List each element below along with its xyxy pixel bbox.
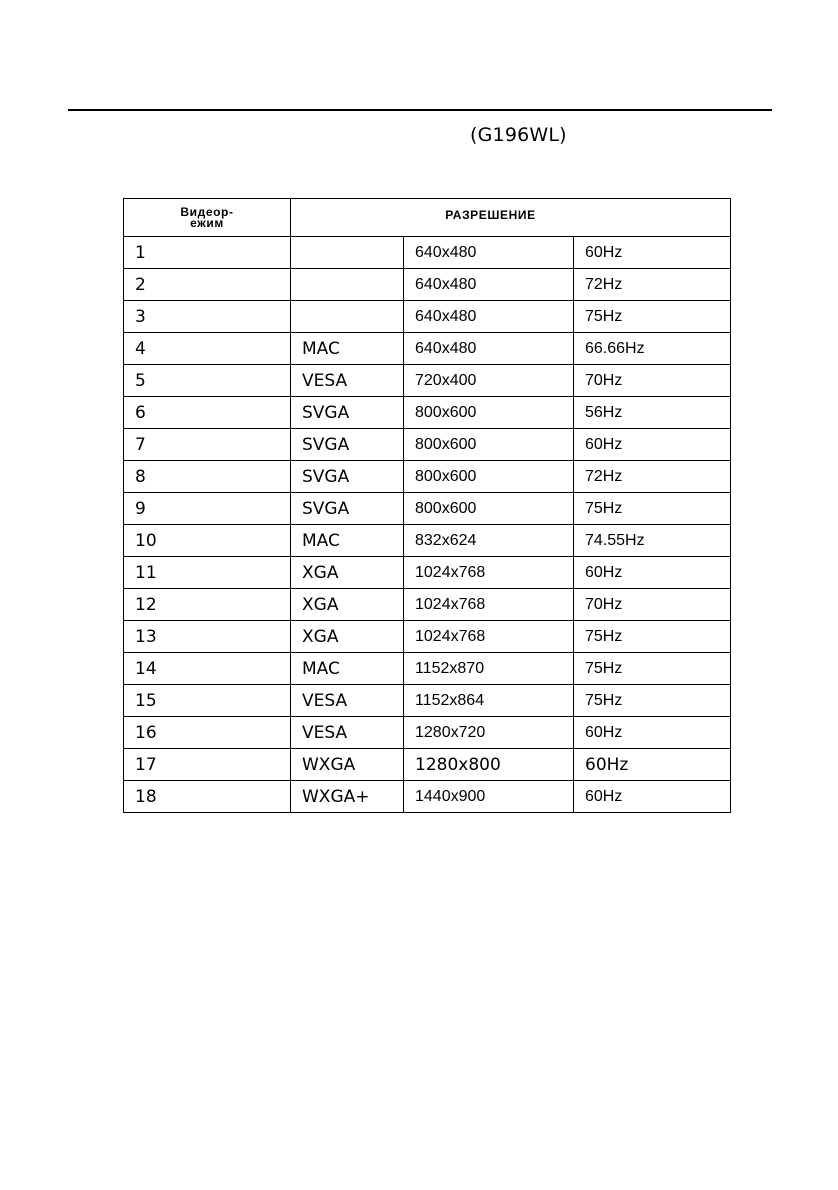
cell-resolution: 800x600 <box>404 461 574 493</box>
cell-mode-number: 12 <box>124 589 291 621</box>
cell-mode-number: 6 <box>124 397 291 429</box>
cell-standard: VESA <box>291 365 404 397</box>
cell-standard: WXGA <box>291 749 404 781</box>
cell-mode-number: 3 <box>124 301 291 333</box>
cell-refresh-rate: 70Hz <box>574 365 731 397</box>
table-row <box>124 525 731 557</box>
cell-standard: MAC <box>291 333 404 365</box>
cell-refresh-rate: 75Hz <box>574 301 731 333</box>
cell-refresh-rate: 75Hz <box>574 653 731 685</box>
table-body <box>124 237 731 813</box>
cell-mode-number: 18 <box>124 781 291 813</box>
cell-refresh-rate: 60Hz <box>574 429 731 461</box>
cell-standard: XGA <box>291 621 404 653</box>
cell-mode-number: 13 <box>124 621 291 653</box>
cell-mode-number: 16 <box>124 717 291 749</box>
table-row <box>124 333 731 365</box>
cell-resolution: 720x400 <box>404 365 574 397</box>
cell-mode-number: 15 <box>124 685 291 717</box>
cell-resolution: 800x600 <box>404 493 574 525</box>
table-row <box>124 461 731 493</box>
cell-refresh-rate: 60Hz <box>574 717 731 749</box>
cell-refresh-rate: 75Hz <box>574 685 731 717</box>
cell-mode-number: 1 <box>124 237 291 269</box>
cell-resolution: 1152x870 <box>404 653 574 685</box>
cell-mode-number: 7 <box>124 429 291 461</box>
table-header-row <box>124 199 731 237</box>
table-row <box>124 397 731 429</box>
cell-standard: MAC <box>291 525 404 557</box>
cell-standard <box>291 301 404 333</box>
cell-standard: SVGA <box>291 493 404 525</box>
cell-mode-number: 14 <box>124 653 291 685</box>
table-row <box>124 653 731 685</box>
table-row <box>124 781 731 813</box>
table-row <box>124 493 731 525</box>
table-row <box>124 749 731 781</box>
cell-standard: VESA <box>291 685 404 717</box>
table-row <box>124 237 731 269</box>
cell-standard: XGA <box>291 589 404 621</box>
cell-standard: XGA <box>291 557 404 589</box>
cell-mode-number: 4 <box>124 333 291 365</box>
table-row <box>124 685 731 717</box>
cell-resolution: 640x480 <box>404 333 574 365</box>
cell-refresh-rate: 60Hz <box>574 781 731 813</box>
header-resolution: РАЗРЕШЕНИЕ <box>291 199 731 237</box>
cell-standard: SVGA <box>291 397 404 429</box>
cell-standard: MAC <box>291 653 404 685</box>
display-modes-table <box>123 198 731 813</box>
table-row <box>124 269 731 301</box>
cell-standard: SVGA <box>291 461 404 493</box>
cell-resolution: 640x480 <box>404 269 574 301</box>
cell-resolution: 800x600 <box>404 429 574 461</box>
table-row <box>124 557 731 589</box>
cell-resolution: 1024x768 <box>404 621 574 653</box>
cell-refresh-rate: 56Hz <box>574 397 731 429</box>
cell-refresh-rate: 75Hz <box>574 621 731 653</box>
cell-resolution: 1280x720 <box>404 717 574 749</box>
model-name: (G196WL) <box>470 124 567 146</box>
cell-refresh-rate: 60Hz <box>574 557 731 589</box>
cell-mode-number: 8 <box>124 461 291 493</box>
cell-refresh-rate: 74.55Hz <box>574 525 731 557</box>
cell-standard: SVGA <box>291 429 404 461</box>
cell-refresh-rate: 72Hz <box>574 269 731 301</box>
cell-resolution: 1024x768 <box>404 589 574 621</box>
header-video-mode-line1: Видеор- <box>180 204 234 219</box>
cell-standard: WXGA+ <box>291 781 404 813</box>
cell-mode-number: 2 <box>124 269 291 301</box>
cell-standard <box>291 269 404 301</box>
header-video-mode <box>124 199 291 237</box>
table-row <box>124 301 731 333</box>
cell-resolution: 1024x768 <box>404 557 574 589</box>
table-row <box>124 717 731 749</box>
cell-mode-number: 9 <box>124 493 291 525</box>
cell-mode-number: 10 <box>124 525 291 557</box>
cell-resolution: 640x480 <box>404 237 574 269</box>
cell-mode-number: 5 <box>124 365 291 397</box>
top-rule <box>68 109 772 111</box>
table-row <box>124 589 731 621</box>
table-row <box>124 365 731 397</box>
cell-resolution: 800x600 <box>404 397 574 429</box>
cell-resolution: 640x480 <box>404 301 574 333</box>
cell-standard <box>291 237 404 269</box>
cell-mode-number: 17 <box>124 749 291 781</box>
cell-standard: VESA <box>291 717 404 749</box>
cell-refresh-rate: 70Hz <box>574 589 731 621</box>
cell-refresh-rate: 72Hz <box>574 461 731 493</box>
cell-resolution: 1152x864 <box>404 685 574 717</box>
cell-resolution: 1440x900 <box>404 781 574 813</box>
cell-refresh-rate: 60Hz <box>574 237 731 269</box>
cell-resolution: 832x624 <box>404 525 574 557</box>
table-row <box>124 429 731 461</box>
cell-refresh-rate: 66.66Hz <box>574 333 731 365</box>
cell-mode-number: 11 <box>124 557 291 589</box>
table-row <box>124 621 731 653</box>
cell-refresh-rate: 60Hz <box>574 749 731 781</box>
cell-resolution: 1280x800 <box>404 749 574 781</box>
header-video-mode-line2: ежим <box>190 215 224 230</box>
cell-refresh-rate: 75Hz <box>574 493 731 525</box>
